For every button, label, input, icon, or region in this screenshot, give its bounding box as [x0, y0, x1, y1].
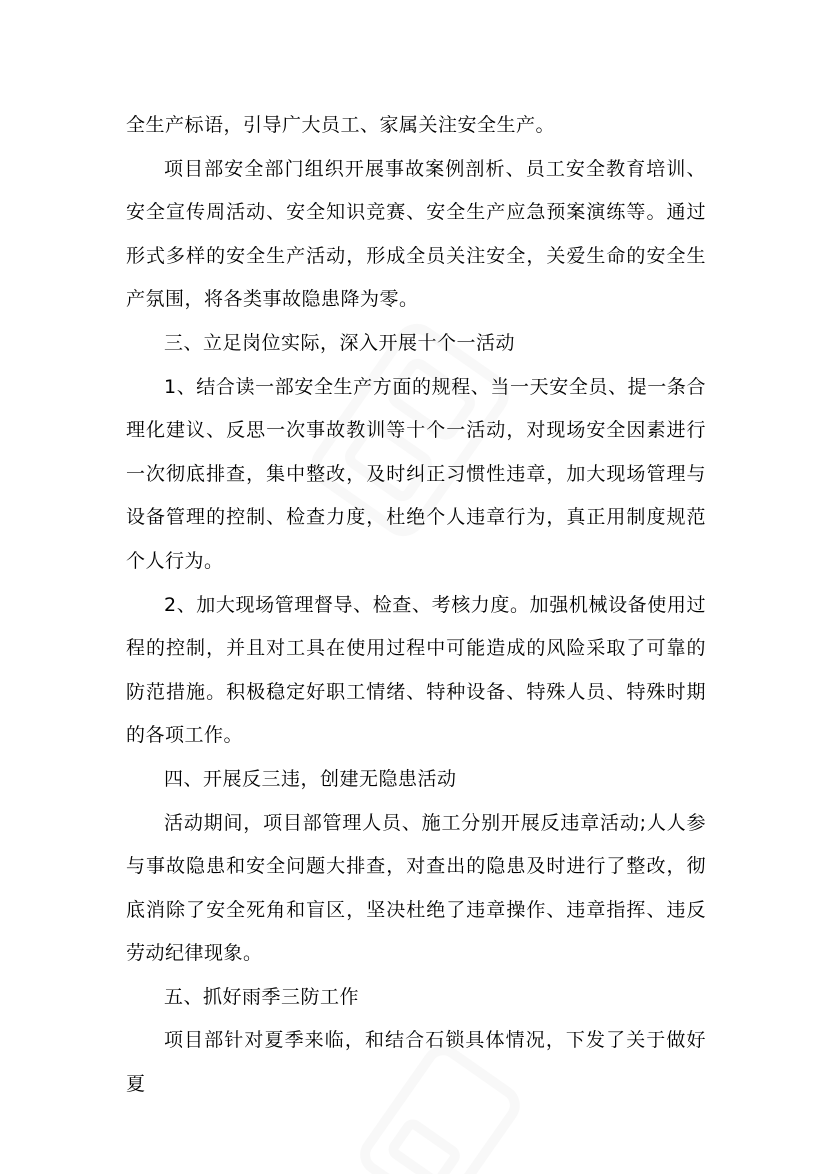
section-heading-5: 五、抓好雨季三防工作: [164, 985, 360, 1008]
section-heading-3: 三、立足岗位实际，深入开展十个一活动: [164, 331, 516, 354]
paragraph-continuation: 全生产标语，引导广大员工、家属关注安全生产。: [126, 114, 556, 136]
body-text: [126, 104, 706, 1107]
paragraph-item-2: 2、加大现场管理督导、检查、考核力度。加强机械设备使用过程的控制，并且对工具在使用过程中可能造成的风险采取了可靠的防范措施。积极稳定好职工情绪、特种设备、特殊人员、特殊时期的各项工作。: [126, 593, 706, 747]
paragraph-item-1: 1、结合读一部安全生产方面的规程、当一天安全员、提一条合理化建议、反思一次事故教训等十个一活动，对现场安全因素进行一次彻底排查，集中整改，及时纠正习惯性违章，加大现场管理与设备管理的控制、检查力度，杜绝个人违章行为，真正用制度规范个人行为。: [126, 375, 706, 572]
paragraph-rainy-season: 项目部针对夏季来临，和结合石锁具体情况，下发了关于做好夏: [126, 1029, 706, 1096]
section-heading-4: 四、开展反三违，创建无隐患活动: [164, 767, 457, 790]
paragraph-anti-violation: 活动期间，项目部管理人员、施工分别开展反违章活动;人人参与事故隐患和安全问题大排查，对查出的隐患及时进行了整改，彻底消除了安全死角和盲区，坚决杜绝了违章操作、违章指挥、违反劳动纪律现象。: [126, 811, 706, 965]
paragraph-safety-activities: 项目部安全部门组织开展事故案例剖析、员工安全教育培训、安全宣传周活动、安全知识竞赛、安全生产应急预案演练等。通过形式多样的安全生产活动，形成全员关注安全，关爱生命的安全生产氛围，将各类事故隐患降为零。: [126, 157, 706, 311]
